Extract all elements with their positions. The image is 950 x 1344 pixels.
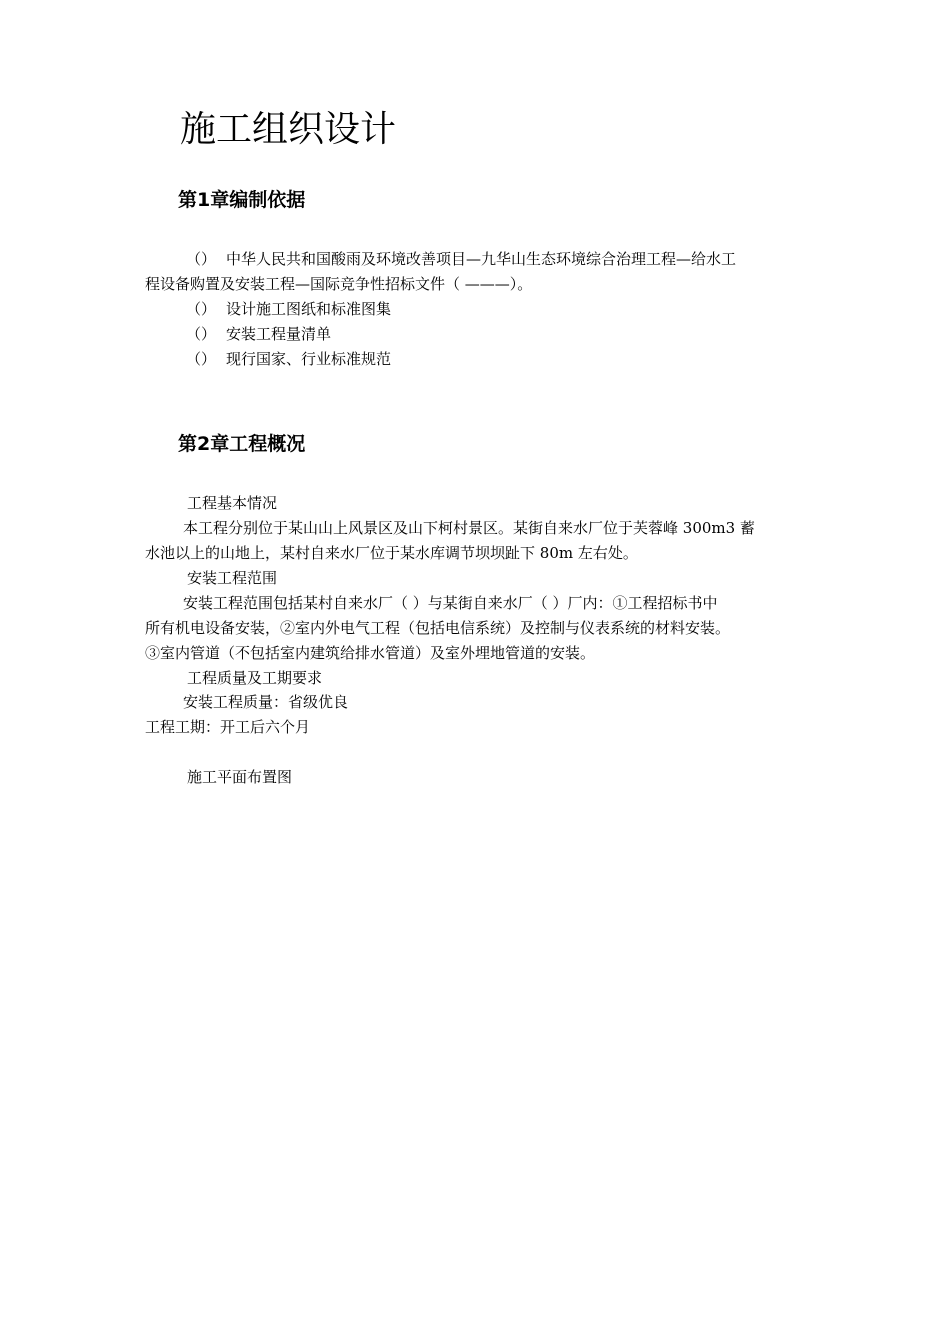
- quality-heading: 工程质量及工期要求: [187, 669, 323, 687]
- item2-text: 设计施工图纸和标准图集: [226, 300, 392, 318]
- item3-bullet: （）: [186, 325, 217, 343]
- item2-bullet: （）: [186, 300, 217, 318]
- chapter1-heading: 第1章编制依据: [178, 189, 306, 211]
- document-title: 施工组织设计: [180, 109, 397, 150]
- basic-info-line1: 本工程分别位于某山山上风景区及山下柯村景区。某街自来水厂位于芙蓉峰 300m3 蓄: [183, 519, 755, 537]
- chapter1-item3: [186, 322, 331, 346]
- chapter1-item2: [186, 297, 391, 321]
- item4-bullet: （）: [186, 350, 217, 368]
- scope-heading: 安装工程范围: [187, 569, 278, 587]
- quality-line: 安装工程质量：省级优良: [183, 693, 349, 711]
- item1-bullet: （）: [186, 250, 217, 268]
- chapter2-heading: 第2章工程概况: [178, 433, 306, 455]
- layout-heading: 施工平面布置图: [187, 768, 293, 786]
- item4-text: 现行国家、行业标准规范: [226, 350, 392, 368]
- chapter1-item4: [186, 347, 391, 371]
- chapter1-item1-first-line: [186, 247, 736, 271]
- basic-info-heading: 工程基本情况: [187, 494, 278, 512]
- period-line: 工程工期：开工后六个月: [145, 718, 311, 736]
- scope-line1: 安装工程范围包括某村自来水厂（ ）与某街自来水厂（ ）厂内：①工程招标书中: [183, 594, 718, 612]
- basic-info-line2: 水池以上的山地上，某村自来水厂位于某水库调节坝坝趾下 80m 左右处。: [145, 544, 638, 562]
- item3-text: 安装工程量清单: [226, 325, 332, 343]
- chapter1-item1-second-line: 程设备购置及安装工程—国际竞争性招标文件（ ———）。: [145, 275, 533, 293]
- scope-line3: ③室内管道（不包括室内建筑给排水管道）及室外埋地管道的安装。: [145, 644, 596, 662]
- scope-line2: 所有机电设备安装，②室内外电气工程（包括电信系统）及控制与仪表系统的材料安装。: [145, 619, 731, 637]
- item1-text: 中华人民共和国酸雨及环境改善项目—九华山生态环境综合治理工程—给水工: [226, 250, 737, 268]
